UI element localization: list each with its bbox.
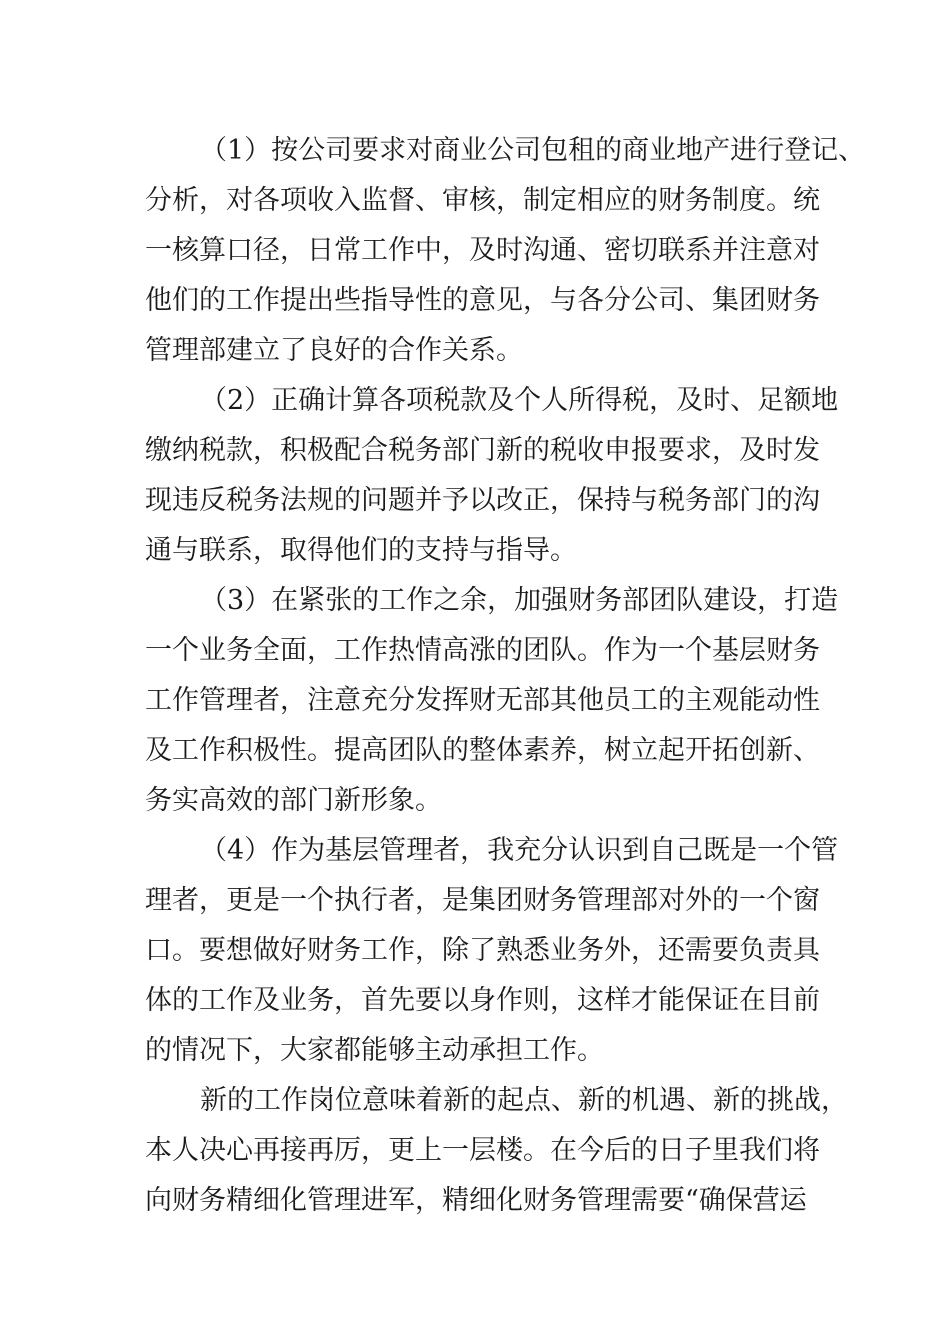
text-line: 本人决心再接再厉，更上一层楼。在今后的日子里我们将 (145, 1135, 820, 1166)
text-line: 缴纳税款，积极配合税务部门新的税收申报要求，及时发 (145, 435, 820, 466)
text-line: 工作管理者，注意充分发挥财无部其他员工的主观能动性 (145, 685, 820, 716)
paragraph-1 (145, 126, 866, 376)
text-line: （3）在紧张的工作之余，加强财务部团队建设，打造 (200, 585, 839, 616)
text-line: 务实高效的部门新形象。 (145, 785, 442, 816)
text-line: 管理部建立了良好的合作关系。 (145, 335, 523, 366)
text-line: 一核算口径，日常工作中，及时沟通、密切联系并注意对 (145, 235, 820, 266)
text-line: （2）正确计算各项税款及个人所得税，及时、足额地 (200, 385, 839, 416)
text-line: （4）作为基层管理者，我充分认识到自己既是一个管 (200, 835, 839, 866)
text-line: 通与联系，取得他们的支持与指导。 (145, 535, 577, 566)
text-line: 理者，更是一个执行者，是集团财务管理部对外的一个窗 (145, 885, 820, 916)
text-line: 口。要想做好财务工作，除了熟悉业务外，还需要负责具 (145, 935, 820, 966)
paragraph-5 (145, 1076, 848, 1226)
text-line: 的情况下，大家都能够主动承担工作。 (145, 1035, 604, 1066)
text-line: 现违反税务法规的问题并予以改正，保持与税务部门的沟 (145, 485, 820, 516)
paragraph-3 (145, 576, 839, 826)
text-line: （1）按公司要求对商业公司包租的商业地产进行登记、 (200, 135, 866, 166)
text-line: 一个业务全面，工作热情高涨的团队。作为一个基层财务 (145, 635, 820, 666)
text-line: 体的工作及业务，首先要以身作则，这样才能保证在目前 (145, 985, 820, 1016)
paragraph-2 (145, 376, 839, 576)
text-line: 他们的工作提出些指导性的意见，与各分公司、集团财务 (145, 285, 820, 316)
text-line: 及工作积极性。提高团队的整体素养，树立起开拓创新、 (145, 735, 820, 766)
document-body (145, 126, 866, 1226)
text-line: 向财务精细化管理进军，精细化财务管理需要“确保营运 (145, 1185, 807, 1216)
text-line: 新的工作岗位意味着新的起点、新的机遇、新的挑战， (200, 1085, 848, 1116)
text-line: 分析，对各项收入监督、审核，制定相应的财务制度。统 (145, 185, 820, 216)
paragraph-4 (145, 826, 839, 1076)
